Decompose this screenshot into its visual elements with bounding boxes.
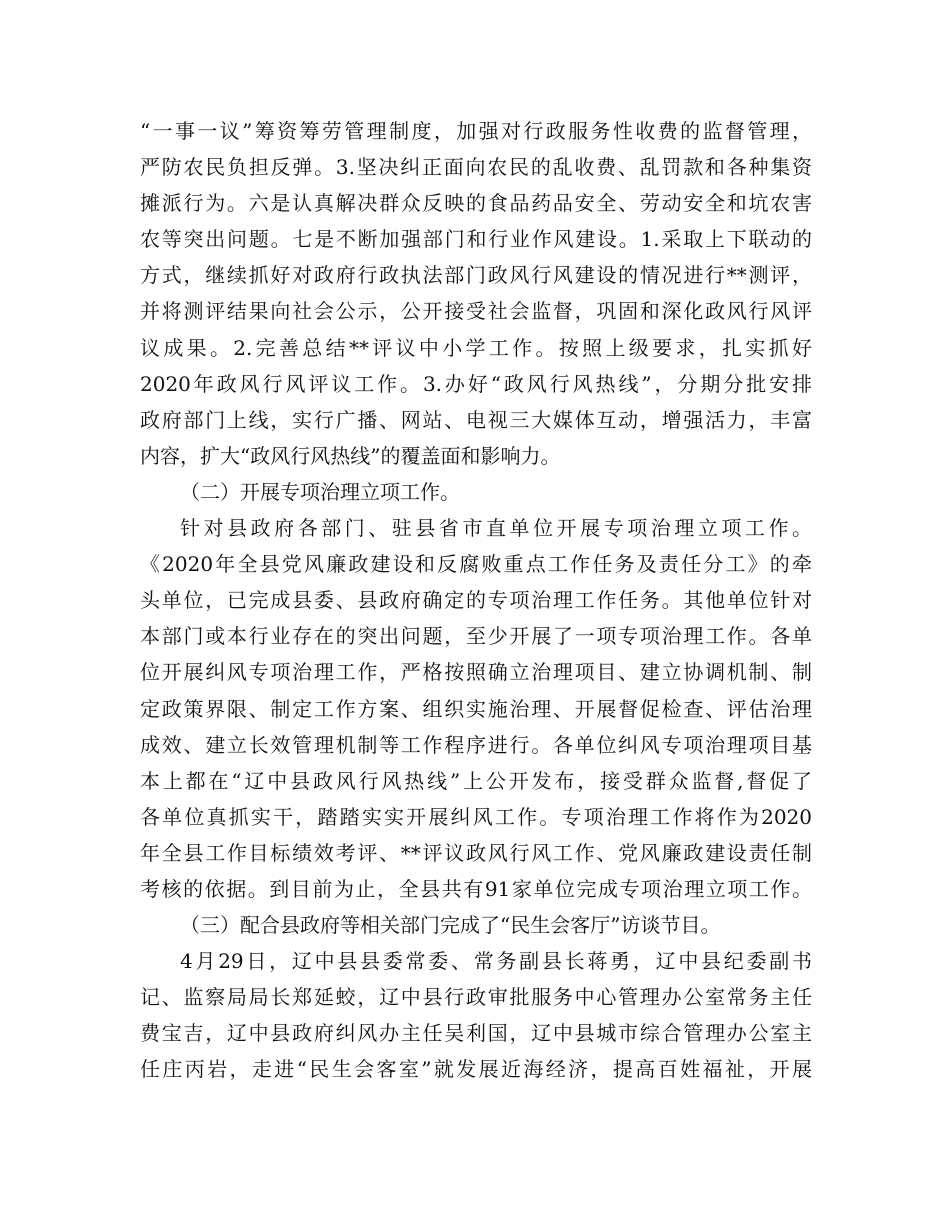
text-line: 《2020年全县党风廉政建设和反腐败重点工作任务及责任分工》的牵	[140, 552, 812, 577]
text-line: 本上都在“辽中县政风行风热线”上公开发布，接受群众监督,督促了	[140, 768, 812, 793]
text-line: 年全县工作目标绩效考评、**评议政风行风工作、党风廉政建设责任制	[140, 840, 812, 865]
body-text	[140, 113, 812, 1088]
text-line: 摊派行为。六是认真解决群众反映的食品药品安全、劳动安全和坑农害	[140, 191, 812, 216]
text-line: “一事一议”筹资筹劳管理制度，加强对行政服务性收费的监督管理，	[140, 119, 812, 143]
section-heading: （三）配合县政府等相关部门完成了“民生会客厅”访谈节目。	[180, 913, 721, 938]
text-line: 位开展纠风专项治理工作，严格按照确立治理项目、建立协调机制、制	[140, 660, 812, 685]
text-line: 政府部门上线，实行广播、网站、电视三大媒体互动，增强活力，丰富	[140, 407, 812, 432]
text-line: 本部门或本行业存在的突出问题，至少开展了一项专项治理工作。各单	[140, 624, 812, 649]
text-line: 考核的依据。到目前为止，全县共有91家单位完成专项治理立项工作。	[140, 876, 812, 901]
text-line: 内容，扩大“政风行风热线”的覆盖面和影响力。	[140, 443, 561, 468]
text-line: 议成果。2.完善总结**评议中小学工作。按照上级要求，扎实抓好	[140, 335, 812, 360]
text-line: 任庄丙岩，走进“民生会客室”就发展近海经济，提高百姓福祉，开展	[140, 1057, 812, 1082]
text-line: 定政策界限、制定工作方案、组织实施治理、开展督促检查、评估治理	[140, 696, 812, 721]
text-line: 2020年政风行风评议工作。3.办好“政风行风热线”，分期分批安排	[140, 371, 812, 396]
paragraph-first-line: 针对县政府各部门、驻县省市直单位开展专项治理立项工作。	[180, 516, 812, 541]
text-line: 农等突出问题。七是不断加强部门和行业作风建设。1.采取上下联动的	[140, 227, 812, 252]
text-line: 费宝吉，辽中县政府纠风办主任吴利国，辽中县城市综合管理办公室主	[140, 1021, 812, 1046]
paragraph-first-line: 4月29日，辽中县县委常委、常务副县长蒋勇，辽中县纪委副书	[180, 949, 812, 974]
text-line: 严防农民负担反弹。3.坚决纠正面向农民的乱收费、乱罚款和各种集资	[140, 155, 812, 180]
section-heading: （二）开展专项治理立项工作。	[180, 479, 460, 504]
text-line: 成效、建立长效管理机制等工作程序进行。各单位纠风专项治理项目基	[140, 732, 812, 757]
text-line: 各单位真抓实干，踏踏实实开展纠风工作。专项治理工作将作为2020	[140, 804, 812, 829]
text-line: 方式，继续抓好对政府行政执法部门政风行风建设的情况进行**测评，	[140, 263, 812, 288]
text-line: 并将测评结果向社会公示，公开接受社会监督，巩固和深化政风行风评	[140, 299, 812, 324]
text-line: 头单位，已完成县委、县政府确定的专项治理工作任务。其他单位针对	[140, 588, 812, 613]
text-line: 记、监察局局长郑延蛟，辽中县行政审批服务中心管理办公室常务主任	[140, 985, 812, 1010]
